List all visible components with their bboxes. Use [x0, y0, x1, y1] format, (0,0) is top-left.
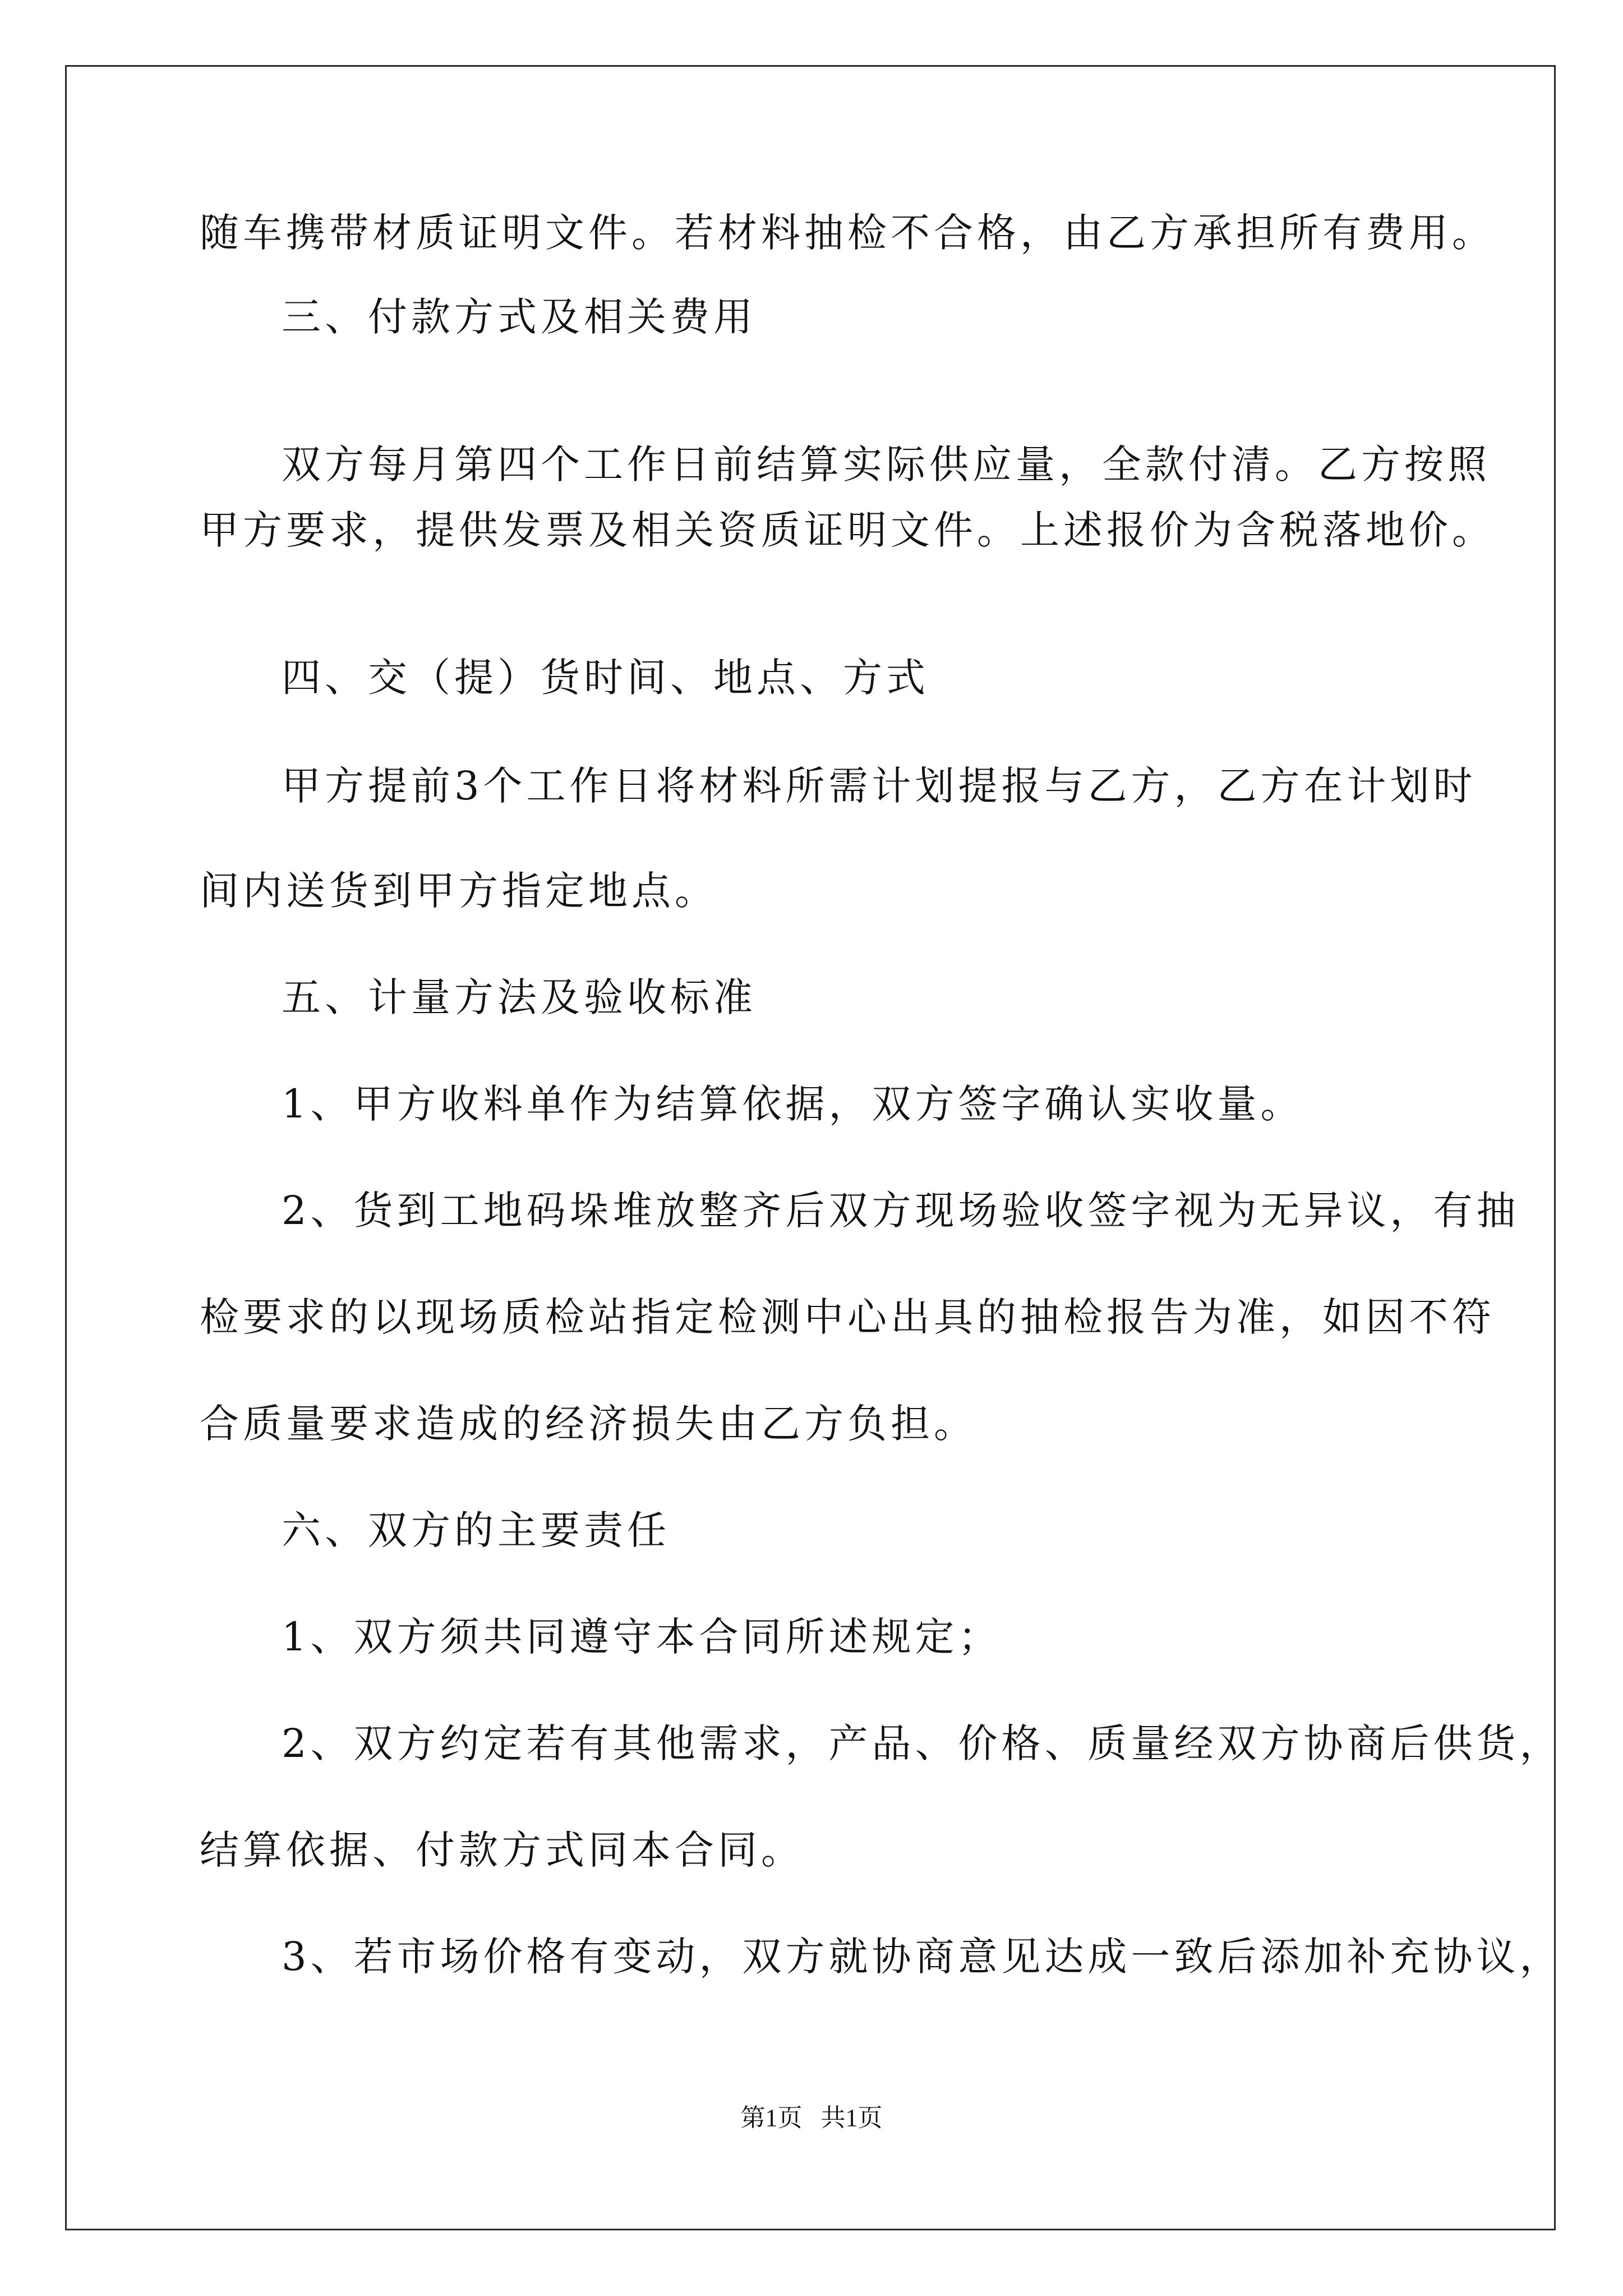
- text-line: 2、双方约定若有其他需求，产品、价格、质量经双方协商后供货，: [282, 1720, 1563, 1766]
- text-line: 随车携带材质证明文件。若材料抽检不合格，由乙方承担所有费用。: [200, 210, 1495, 256]
- text-line: 1、甲方收料单作为结算依据，双方签字确认实收量。: [282, 1081, 1304, 1127]
- text-line: 1、双方须共同遵守本合同所述规定；: [282, 1614, 1002, 1660]
- section-heading: 三、付款方式及相关费用: [282, 294, 757, 340]
- text-line: 甲方提前3个工作日将材料所需计划提报与乙方，乙方在计划时: [282, 763, 1477, 809]
- text-line: 间内送货到甲方指定地点。: [200, 868, 718, 914]
- section-heading: 五、计量方法及验收标准: [282, 974, 757, 1020]
- text-line: 检要求的以现场质检站指定检测中心出具的抽检报告为准，如因不符: [200, 1294, 1495, 1340]
- page-border: [65, 65, 1556, 2230]
- text-line: 合质量要求造成的经济损失由乙方负担。: [200, 1401, 977, 1447]
- text-line: 甲方要求，提供发票及相关资质证明文件。上述报价为含税落地价。: [200, 507, 1495, 553]
- text-line: 2、货到工地码垛堆放整齐后双方现场验收签字视为无异议，有抽: [282, 1188, 1520, 1234]
- section-heading: 六、双方的主要责任: [282, 1507, 670, 1553]
- text-line: 双方每月第四个工作日前结算实际供应量，全款付清。乙方按照: [282, 441, 1491, 487]
- section-heading: 四、交（提）货时间、地点、方式: [282, 655, 929, 701]
- text-line: 结算依据、付款方式同本合同。: [200, 1827, 804, 1873]
- page-footer: 第1页 共1页: [740, 2104, 883, 2132]
- text-line: 3、若市场价格有变动，双方就协商意见达成一致后添加补充协议，: [282, 1934, 1563, 1980]
